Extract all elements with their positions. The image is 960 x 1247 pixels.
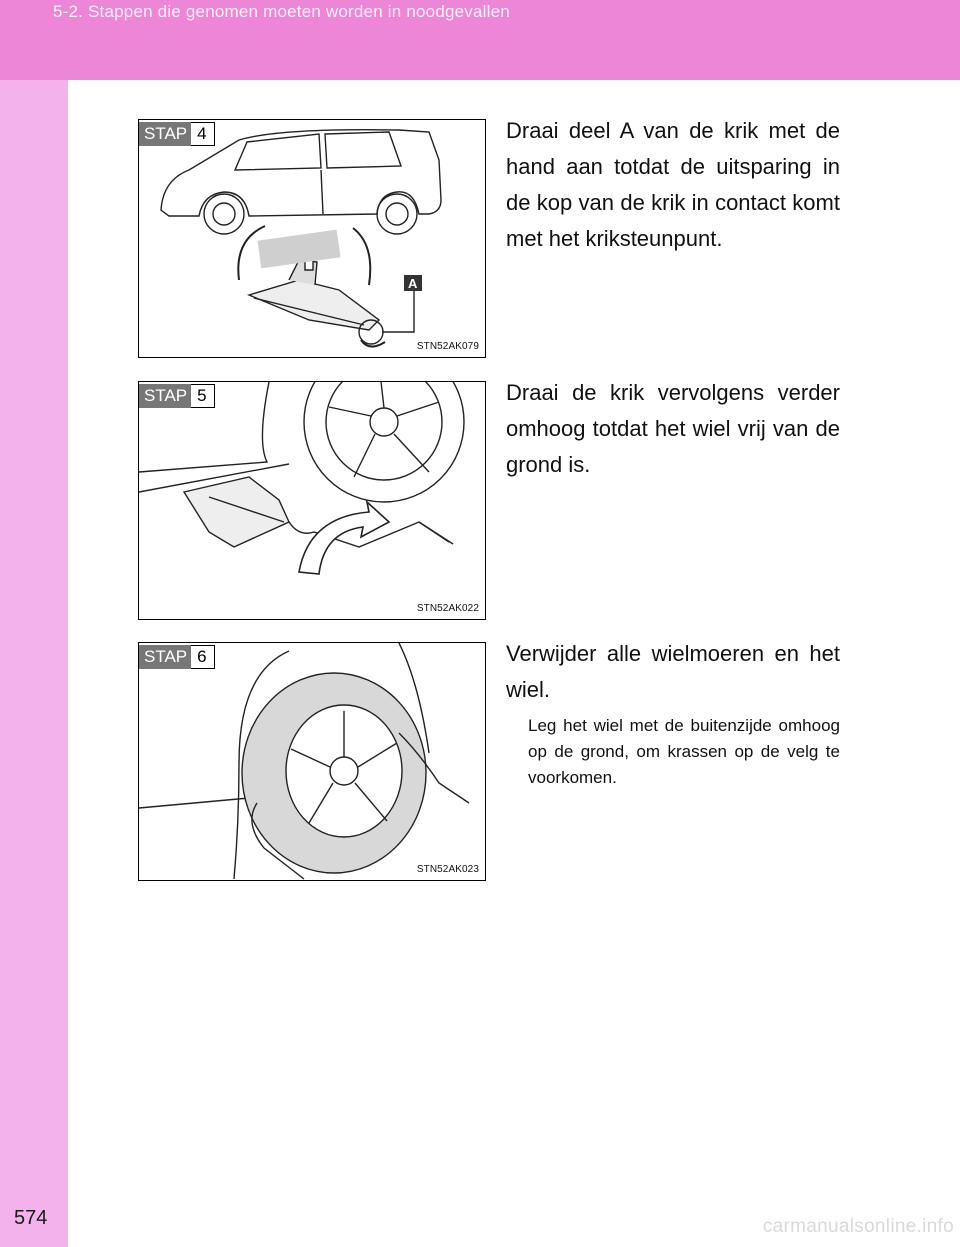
callout-a-label: A (408, 276, 418, 291)
section-title: 5-2. Stappen die genomen moeten worden in noodgevallen (53, 2, 510, 21)
figure-step-6 (138, 642, 486, 881)
figure-code: STN52AK023 (416, 864, 479, 875)
step-badge (139, 384, 215, 408)
figure-step-4 (138, 119, 486, 358)
jack-raise-illustration (139, 382, 485, 619)
sidebar-margin (0, 80, 68, 1247)
figure-step-5 (138, 381, 486, 620)
step-badge-label: STAP (139, 122, 191, 146)
step-6-note: Leg het wiel met de buitenzijde omhoog op de grond, om krassen op de velg te voorkomen. (528, 716, 840, 787)
header-band (0, 0, 960, 80)
step-4-text: Draai deel A van de krik met de hand aan totdat de uitsparing in de kop van de krik in contact komt met het kriksteunpunt. (506, 118, 840, 251)
step-badge-number: 6 (191, 645, 214, 669)
step-badge-label: STAP (139, 384, 191, 408)
figure-code: STN52AK079 (416, 341, 479, 352)
car-jack-illustration (139, 120, 485, 357)
step-badge (139, 122, 215, 146)
step-5-text: Draai de krik vervolgens verder omhoog totdat het wiel vrij van de grond is. (506, 380, 840, 477)
step-badge-number: 5 (191, 384, 214, 408)
page-number: 574 (14, 1207, 48, 1229)
watermark: carmanualsonline.info (762, 1216, 954, 1237)
step-badge-label: STAP (139, 645, 191, 669)
step-badge (139, 645, 215, 669)
step-6-text: Verwijder alle wielmoeren en het wiel. (506, 641, 840, 702)
wheel-removal-illustration (139, 643, 485, 880)
step-badge-number: 4 (191, 122, 214, 146)
figure-code: STN52AK022 (416, 603, 479, 614)
